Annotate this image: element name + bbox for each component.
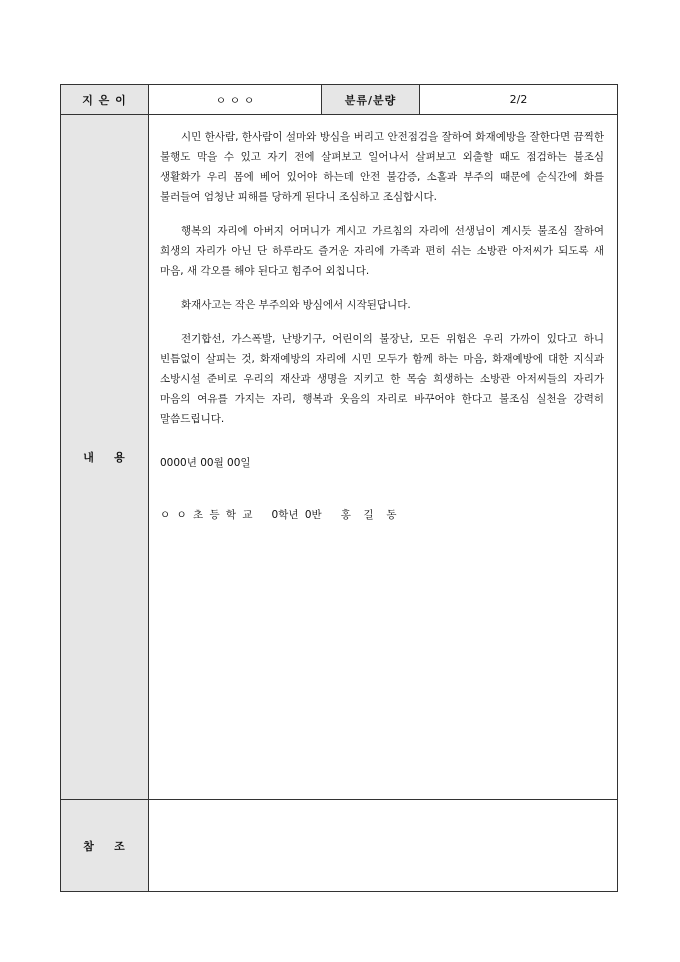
category-label: 분류/분량	[322, 85, 420, 115]
reference-row	[61, 800, 618, 892]
date-line: 0000년 00월 00일	[160, 457, 251, 469]
reference-content	[149, 800, 618, 892]
essay-form-table	[60, 84, 618, 892]
reference-label: 참 조	[61, 800, 149, 892]
signature-line: ㅇ ㅇ 초 등 학 교 0학년 0반 홍 길 동	[160, 509, 397, 521]
content-paragraph-2: 행복의 자리에 아버지 어머니가 계시고 가르침의 자리에 선생님이 계시듯 불조심 잘하여 희생의 자리가 아닌 단 하루라도 즐거운 자리에 가족과 편히 쉬는 소방관 아저씨가 되도록 새 마음, 새 각오를 해야 된다고 힘주어 외칩니다.	[160, 225, 604, 277]
content-row	[61, 115, 618, 800]
content-paragraph-1: 시민 한사람, 한사람이 설마와 방심을 버리고 안전점검을 잘하여 화재예방을 잘한다면 끔찍한 불행도 막을 수 있고 자기 전에 살펴보고 일어나서 살펴보고 외출할 때도 점검하는 불조심 생활화가 우리 몸에 베어 있어야 하는데 안전 불감증, 소홀과 부주의 때문에 순식간에 화를 불러들여 엄청난 피해를 당하게 된다니 조심하고 조심합시다.	[160, 131, 604, 203]
header-row	[61, 85, 618, 115]
content-paragraph-4: 전기합선, 가스폭발, 난방기구, 어린이의 불장난, 모든 위험은 우리 가까이 있다고 하니 빈틈없이 살피는 것, 화재예방의 자리에 시민 모두가 함께 하는 마음, 화재예방에 대한 지식과 소방시설 준비로 우리의 재산과 생명을 지키고 한 목숨 희생하는 소방관 아저씨들의 자리가 마음의 여유를 가지는 자리, 행복과 웃음의 자리로 바꾸어야 한다고 불조심 실천을 강력히 말씀드립니다.	[160, 333, 604, 425]
category-value: 2/2	[420, 85, 618, 115]
content-label: 내 용	[61, 115, 149, 800]
author-label: 지 은 이	[61, 85, 149, 115]
author-value: ㅇ ㅇ ㅇ	[149, 85, 322, 115]
content-body	[149, 115, 618, 800]
content-paragraph-3: 화재사고는 작은 부주의와 방심에서 시작된답니다.	[181, 299, 411, 311]
